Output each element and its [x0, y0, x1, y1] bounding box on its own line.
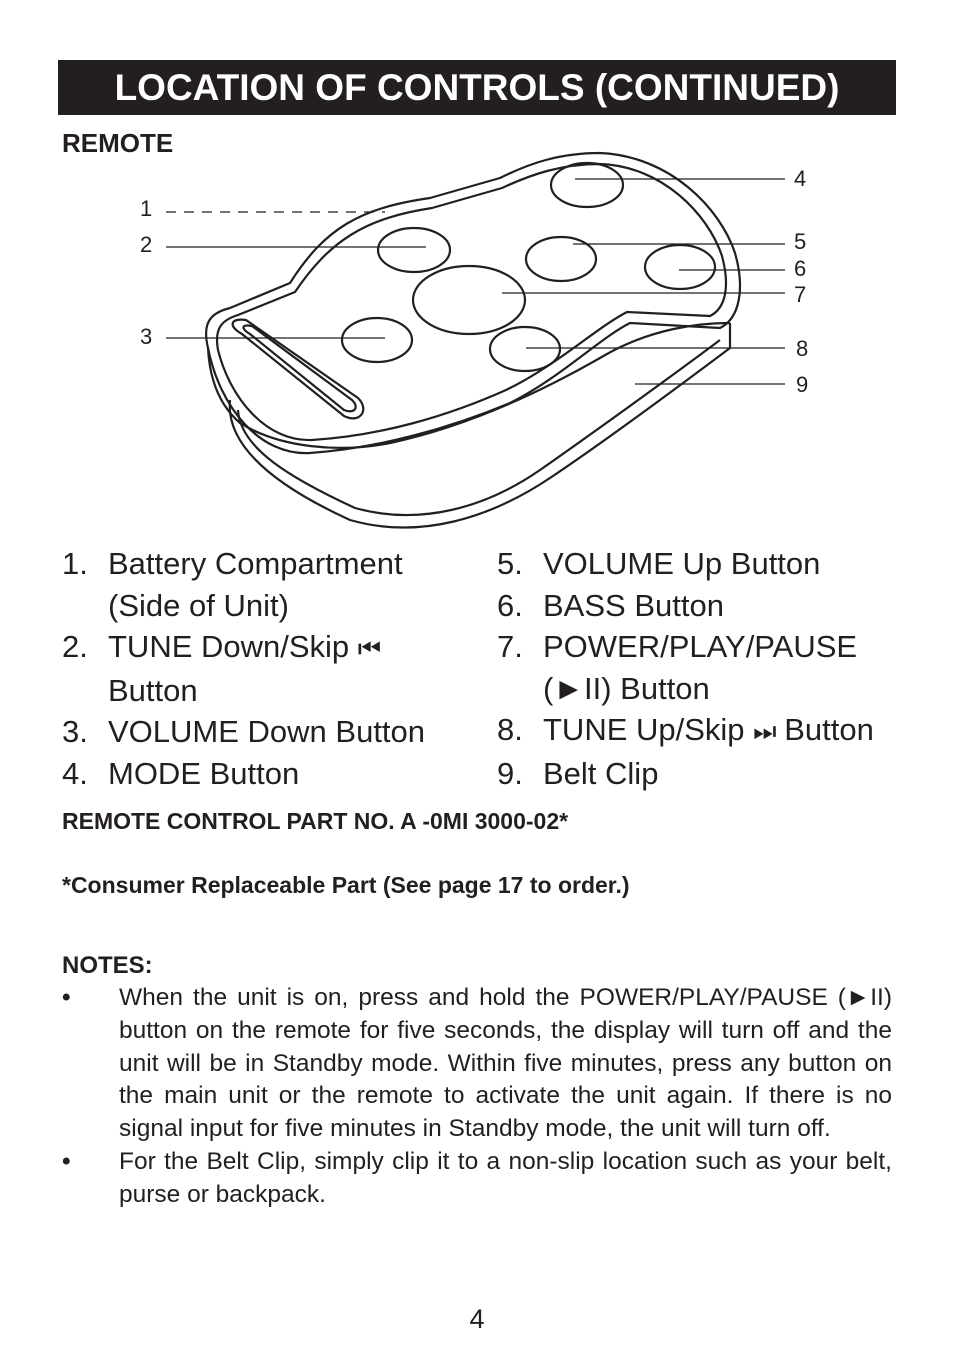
callout-7: 7 [794, 282, 807, 307]
legend-item-6 [497, 585, 937, 627]
legend-item-2 [62, 626, 482, 711]
legend-number: 6. [497, 587, 523, 623]
power-play-pause-button [413, 266, 525, 334]
legend-left-column [62, 543, 482, 795]
volume-down-button [342, 318, 412, 362]
legend-number: 8. [497, 712, 523, 748]
remote-control-diagram [130, 148, 830, 533]
legend-text: (►II) Button [543, 670, 710, 706]
mode-button [551, 163, 623, 207]
skip-forward-icon: ⏭ [753, 716, 776, 747]
legend-right-column [497, 543, 937, 795]
callout-9: 9 [796, 372, 809, 397]
legend-text: (Side of Unit) [108, 587, 289, 623]
page-number: 4 [469, 1304, 485, 1334]
legend-text: TUNE Up/Skip [543, 712, 754, 748]
legend-item-4 [62, 753, 482, 795]
tune-up-button [490, 327, 560, 371]
legend-text: Battery Compartment [108, 546, 403, 581]
section-label-remote: REMOTE [62, 128, 174, 158]
callout-1: 1 [140, 196, 153, 221]
legend-text: Button [108, 672, 198, 708]
legend-number: 1. [62, 546, 88, 581]
legend-item-1 [62, 543, 482, 626]
legend-number: 7. [497, 629, 523, 665]
legend-number: 3. [62, 714, 88, 750]
notes-heading: NOTES: [62, 952, 153, 979]
tune-down-button [378, 228, 450, 272]
callout-2: 2 [140, 232, 153, 257]
legend-number: 2. [62, 629, 88, 665]
bass-button [645, 245, 715, 289]
legend-text: TUNE Down/Skip [108, 629, 358, 665]
legend-item-7 [497, 626, 937, 709]
callout-4: 4 [794, 166, 807, 191]
legend-text: Button [775, 712, 874, 748]
callout-8: 8 [796, 336, 809, 361]
remote-part-number: REMOTE CONTROL PART NO. A -0MI 3000-02* [62, 808, 569, 834]
legend-text: MODE Button [108, 755, 300, 791]
note-item [62, 982, 892, 1146]
note-text: For the Belt Clip, simply clip it to a non-slip location such as your belt, purse or backpack. [119, 1147, 892, 1208]
legend-item-5 [497, 543, 937, 585]
legend-text: Belt Clip [543, 755, 659, 791]
note-item [62, 1146, 892, 1212]
legend-item-3 [62, 711, 482, 753]
remote-top-inner-edge [217, 164, 726, 440]
legend-text: VOLUME Up Button [543, 546, 821, 581]
remote-side-band [208, 323, 730, 448]
legend-text: POWER/PLAY/PAUSE [543, 629, 858, 665]
notes-list [62, 982, 892, 1212]
legend-item-8 [497, 709, 937, 753]
legend-item-9 [497, 753, 937, 795]
bullet: • [62, 984, 71, 1011]
callout-3: 3 [140, 324, 153, 349]
legend-number: 4. [62, 755, 88, 791]
remote-base-outline [230, 323, 730, 528]
legend-number: 9. [497, 755, 523, 791]
legend-text: BASS Button [543, 587, 724, 623]
callout-5: 5 [794, 229, 807, 254]
callout-6: 6 [794, 256, 807, 281]
skip-back-icon: ⏮ [357, 633, 381, 664]
remote-top-outline [206, 153, 740, 453]
legend-text: VOLUME Down Button [108, 714, 426, 750]
remote-base-outline-inner [238, 340, 720, 515]
legend-number: 5. [497, 546, 523, 581]
replaceable-part-note: *Consumer Replaceable Part (See page 17 to order.) [62, 872, 630, 898]
bullet: • [62, 1147, 71, 1175]
page-title: LOCATION OF CONTROLS (CONTINUED) [58, 60, 896, 115]
note-text: When the unit is on, press and hold the POWER/PLAY/PAUSE (►II) button on the remote for five seconds, the display will turn off and the unit will be in Standby mode. Within five minutes, press any button on the main unit or the remote to activate the unit again. If there is no signal input for five minutes in Standby mode, the unit will turn off. [119, 984, 892, 1143]
